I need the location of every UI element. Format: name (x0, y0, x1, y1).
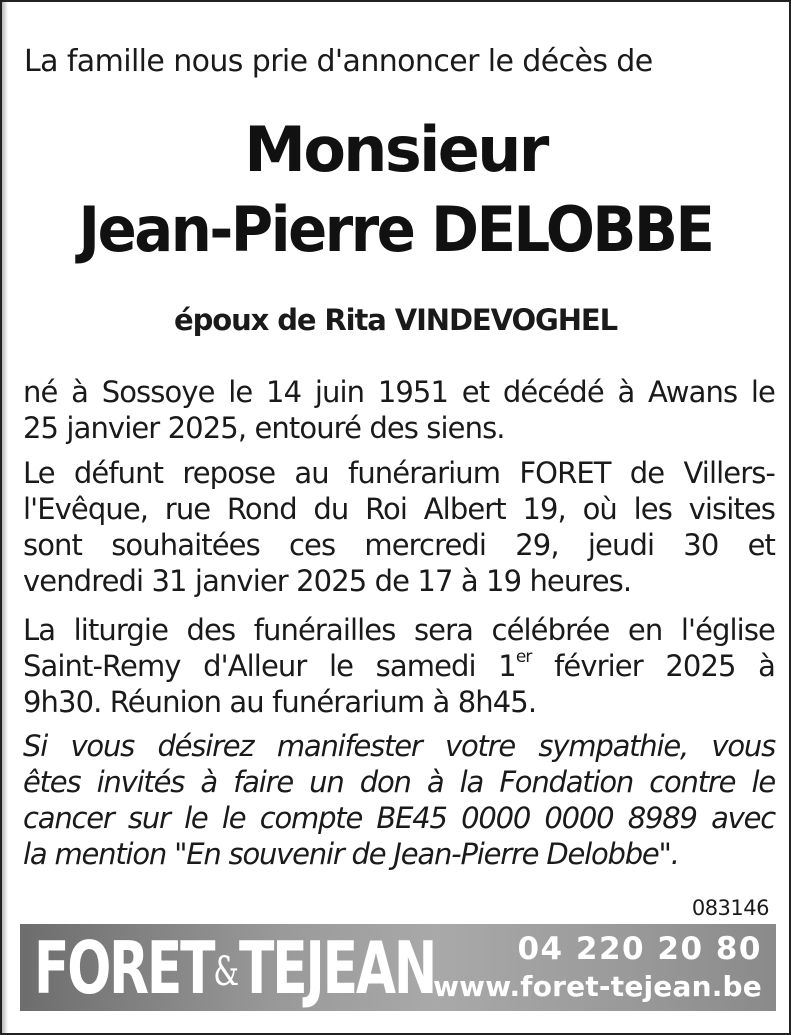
paragraph-line: Si vous désirez manifester votre sympathie, vous (23, 729, 775, 763)
website-link[interactable]: www.foret-tejean.be (433, 970, 762, 1003)
liturgy-date-prefix: Saint-Remy d'Alleur le samedi 1 (23, 649, 516, 683)
funeral-home-logo (34, 928, 435, 1011)
birth-death-paragraph (23, 374, 775, 446)
phone-number: 04 220 20 80 (517, 931, 762, 967)
reference-number: 083146 (691, 896, 769, 920)
deceased-title: Monsieur (244, 113, 547, 186)
spouse-line: époux de Rita VINDEVOGHEL (174, 303, 617, 337)
funeral-home-banner (20, 924, 776, 1011)
paragraph-line: La liturgie des funérailles sera célébrée en l'église (23, 613, 775, 647)
logo-word-right: TEJEAN (239, 926, 436, 1010)
paragraph-line: l'Evêque, rue Rond du Roi Albert 19, où les visites (23, 492, 775, 526)
paragraph-line: cancer sur le le compte BE45 0000 0000 8989 avec (23, 801, 775, 835)
sympathy-paragraph (23, 728, 775, 872)
liturgy-date-suffix: février 2025 à (531, 649, 775, 683)
logo-word-left: FORET (34, 926, 214, 1010)
paragraph-line (23, 648, 775, 684)
liturgy-paragraph (23, 612, 775, 720)
intro-text: La famille nous prie d'annoncer le décès de (24, 44, 653, 79)
deceased-name: Jean-Pierre DELOBBE (78, 193, 713, 266)
paragraph-line: 9h30. Réunion au funérarium à 8h45. (23, 685, 537, 719)
paragraph-line: 25 janvier 2025, entouré des siens. (23, 411, 505, 445)
paragraph-line: êtes invités à faire un don à la Fondation contre le (23, 765, 775, 799)
ordinal-suffix: er (515, 647, 532, 667)
paragraph-line: sont souhaitées ces mercredi 29, jeudi 30 et (23, 528, 775, 562)
paragraph-line: la mention "En souvenir de Jean-Pierre Delobbe". (23, 837, 679, 871)
paragraph-line: Le défunt repose au funérarium FORET de Villers- (23, 456, 775, 490)
logo-ampersand: & (213, 949, 240, 995)
paragraph-line: né à Sossoye le 14 juin 1951 et décédé à Awans le (23, 375, 775, 409)
paragraph-line: vendredi 31 janvier 2025 de 17 à 19 heures. (23, 564, 632, 598)
visitation-paragraph (23, 455, 775, 599)
